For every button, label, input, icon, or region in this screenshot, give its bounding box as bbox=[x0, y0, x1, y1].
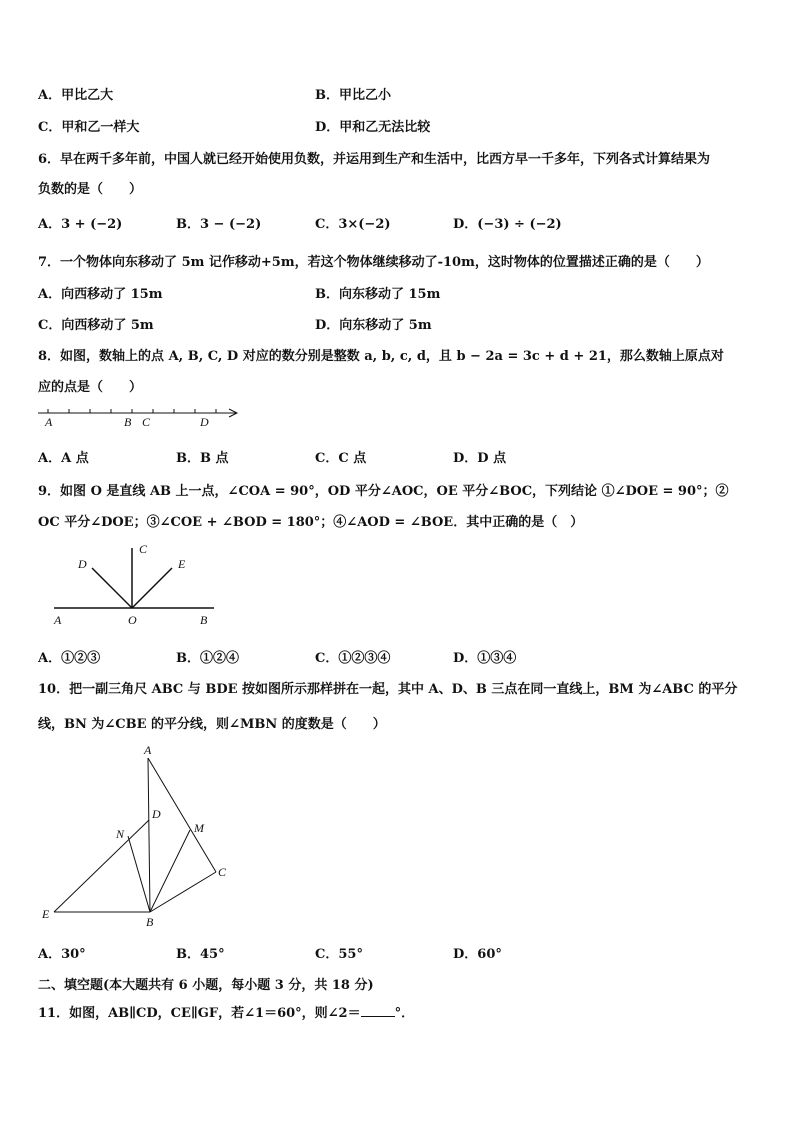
number-line-figure bbox=[36, 404, 246, 430]
q11-prefix: 11．如图，AB∥CD，CE∥GF，若∠1＝60°，则∠2＝ bbox=[38, 1006, 361, 1021]
q8-option-d: D．D 点 bbox=[453, 451, 507, 466]
q10-option-c: C．55° bbox=[315, 947, 363, 962]
q10-stem-line1: 10．把一副三角尺 ABC 与 BDE 按如图所示那样拼在一起，其中 A、D、B 三点在同一直线上，BM 为∠ABC 的平分 bbox=[38, 682, 738, 697]
q6-stem-line1: 6．早在两千多年前，中国人就已经开始使用负数，并运用到生产和生活中，比西方早一千多年，下列各式计算结果为 bbox=[38, 152, 711, 167]
q10-option-b: B．45° bbox=[176, 947, 225, 962]
q5-option-a: A．甲比乙大 bbox=[38, 88, 114, 103]
label-c: C bbox=[218, 865, 227, 879]
q8-stem-line2: 应的点是（ ） bbox=[38, 380, 143, 395]
q7-option-c: C．向西移动了 5m bbox=[38, 318, 154, 333]
point-a-label: A bbox=[45, 415, 53, 429]
q9-option-b: B．①②④ bbox=[176, 651, 239, 666]
q7-option-a: A．向西移动了 15m bbox=[38, 287, 163, 302]
q5-option-b: B．甲比乙小 bbox=[315, 88, 391, 103]
q11-answer-blank[interactable] bbox=[361, 1004, 395, 1017]
label-e: E bbox=[178, 557, 186, 571]
label-a: A bbox=[54, 613, 62, 627]
q11-suffix: °． bbox=[394, 1006, 415, 1021]
q9-stem-line2: OC 平分∠DOE；③∠COE + ∠BOD = 180°；④∠AOD = ∠BOE．其中正确的是（ ） bbox=[38, 515, 584, 530]
q6-option-a: A．3 + (−2) bbox=[38, 217, 123, 232]
q11-stem bbox=[38, 1002, 414, 1021]
label-o: O bbox=[128, 613, 137, 627]
q8-option-b: B．B 点 bbox=[176, 451, 229, 466]
q10-option-a: A．30° bbox=[38, 947, 86, 962]
angle-figure bbox=[44, 540, 224, 628]
label-c: C bbox=[139, 542, 148, 556]
q10-stem-line2: 线，BN 为∠CBE 的平分线，则∠MBN 的度数是（ ） bbox=[38, 717, 386, 732]
q8-stem-line1: 8．如图，数轴上的点 A, B, C, D 对应的数分别是整数 a, b, c, d，且 b − 2a = 3c + d + 21，那么数轴上原点对 bbox=[38, 349, 724, 364]
q7-stem: 7．一个物体向东移动了 5m 记作移动+5m，若这个物体继续移动了-10m，这时物体的位置描述正确的是（ ） bbox=[38, 255, 709, 270]
q9-stem-line1: 9．如图 O 是直线 AB 上一点，∠COA = 90°，OD 平分∠AOC，OE 平分∠BOC，下列结论 ①∠DOE = 90°；② bbox=[38, 484, 729, 499]
label-b: B bbox=[200, 613, 208, 627]
q7-option-b: B．向东移动了 15m bbox=[315, 287, 441, 302]
label-d: D bbox=[152, 807, 161, 821]
label-e: E bbox=[42, 907, 50, 921]
q9-option-c: C．①②③④ bbox=[315, 651, 391, 666]
label-b: B bbox=[146, 915, 154, 929]
q10-option-d: D．60° bbox=[453, 947, 502, 962]
q7-option-d: D．向东移动了 5m bbox=[315, 318, 432, 333]
label-d: D bbox=[78, 557, 87, 571]
label-a: A bbox=[144, 743, 152, 757]
q5-option-d: D．甲和乙无法比较 bbox=[315, 120, 431, 135]
q9-option-d: D．①③④ bbox=[453, 651, 517, 666]
q6-option-d: D．(−3) ÷ (−2) bbox=[453, 217, 562, 232]
point-d-label: D bbox=[200, 415, 209, 429]
label-m: M bbox=[194, 821, 204, 835]
triangle-rulers-figure bbox=[36, 740, 246, 932]
point-c-label: C bbox=[142, 415, 151, 429]
q8-option-c: C．C 点 bbox=[315, 451, 367, 466]
q6-option-c: C．3×(−2) bbox=[315, 217, 391, 232]
q6-stem-line2: 负数的是（ ） bbox=[38, 182, 143, 197]
q9-option-a: A．①②③ bbox=[38, 651, 101, 666]
point-b-label: B bbox=[124, 415, 132, 429]
label-n: N bbox=[116, 827, 125, 841]
section-heading: 二、填空题(本大题共有 6 小题，每小题 3 分，共 18 分) bbox=[38, 978, 374, 993]
q8-option-a: A．A 点 bbox=[38, 451, 89, 466]
q5-option-c: C．甲和乙一样大 bbox=[38, 120, 140, 135]
q6-option-b: B．3 − (−2) bbox=[176, 217, 262, 232]
